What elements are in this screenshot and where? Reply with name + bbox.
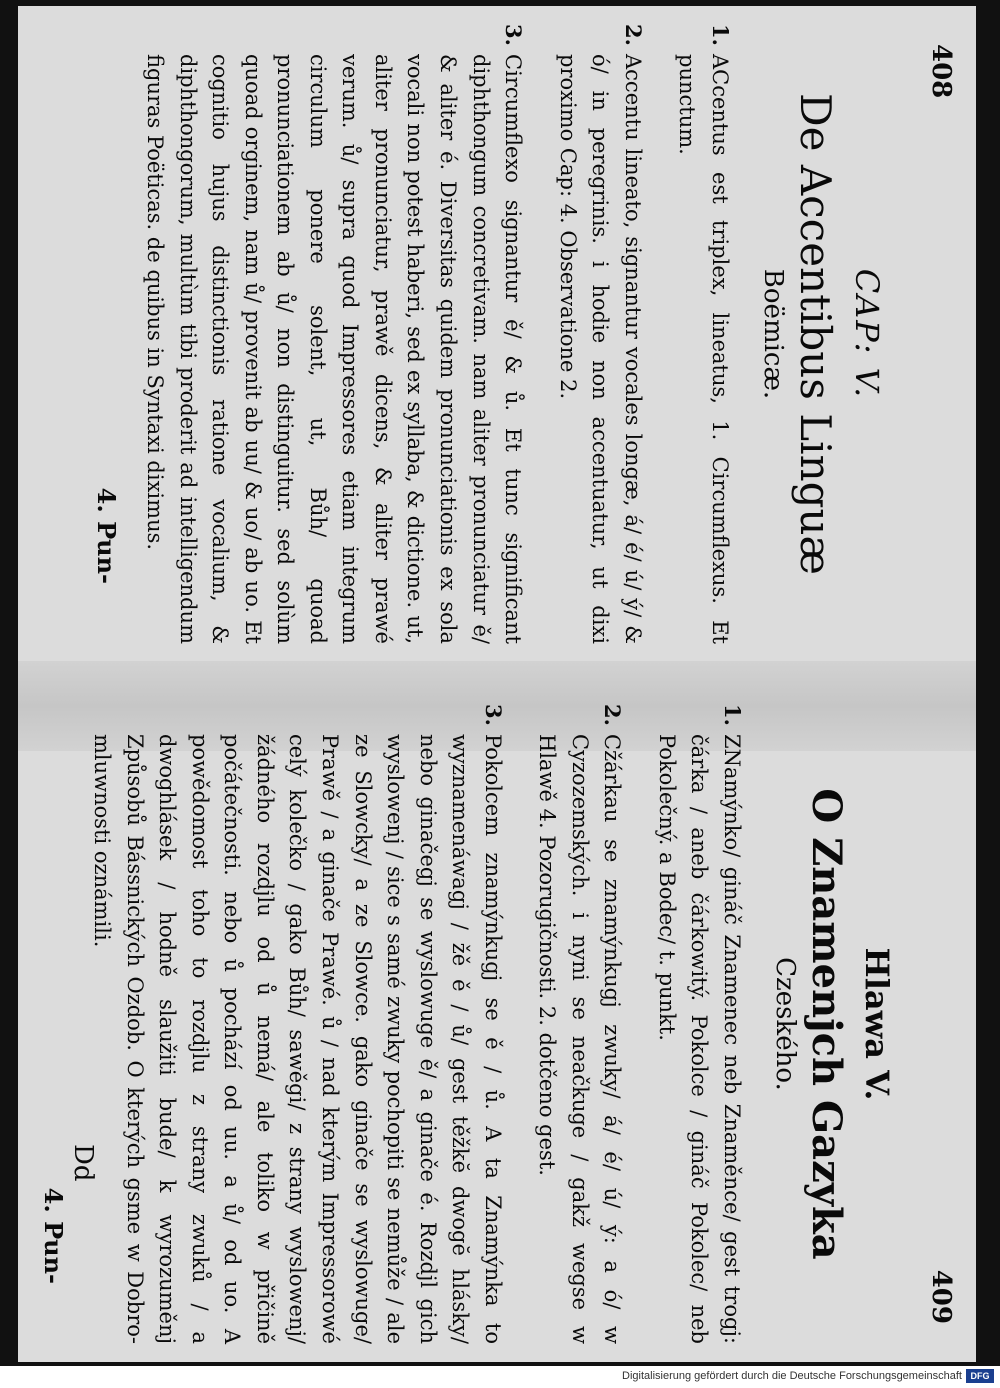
digitization-footer bbox=[0, 1366, 1000, 1388]
dfg-logo: DFG bbox=[966, 1369, 994, 1383]
paragraph-number: 1. bbox=[707, 24, 733, 46]
chapter-subtitle-czech: Czeského. bbox=[770, 957, 800, 1091]
paragraph-number: 1. bbox=[720, 704, 745, 726]
chapter-title-latin: De Accentibus Linguæ bbox=[791, 92, 840, 576]
paragraph-text: Cžárkau se znamýnkugj zwuky/ á/ é/ ú/ ý: a ó/ w Cyzozemských. i nyni se neačkuge / gakž wegse w Hlawě 4. Pozorugičnosti. 2. dotčeno gest. bbox=[535, 734, 625, 1344]
paragraph-latin-3 bbox=[139, 24, 530, 644]
paragraph-latin-1 bbox=[671, 24, 736, 644]
paragraph-czech-3 bbox=[86, 704, 509, 1344]
paragraph-czech-2 bbox=[531, 704, 629, 1344]
catchword-latin: 4. Pun- bbox=[91, 487, 121, 584]
signature-mark: Dd bbox=[68, 1144, 98, 1182]
paragraph-text: Pokolcem znamýnkugj se ě / ů. A ta Znamýnka to wyznamenáwagj / žě ě / ů/ gest těžkĕ dwogĕ hlásky/ nebo ginačegj se wyslowuge ě/ a ginače é. Rozdjl gich wyslowenj / sice s samé zwuky pochopiti se nemůže / ale ze Slowcky/ a ze Slowce. gako ginače se wyslowuge/ Prawě / a ginače Prawé. ů / nad kterým Impressorowé celý kolečko / gako Bůh/ sawěgi/ z strany wyslowenj/ žádného rozdjlu od ů nemá/ ale toliko w přičině počátečnosti. nebo ů pochází od uu. a ů/ od uo. A powědomost toho to rozdjlu z strany zwuků / a dwoghlásek / hodně slaužiti bude/ k wyrozuměnj Způsobů Bássnických Ozdob. O kterých gsme w Dobro-mluwnosti oznámili. bbox=[90, 734, 505, 1344]
paragraph-text: ACcentus est triplex, lineatus, 1. Circumflexus. Et punctum. bbox=[675, 54, 732, 644]
paragraph-czech-1 bbox=[650, 704, 748, 1344]
chapter-subtitle-latin: Boëmicæ. bbox=[757, 268, 788, 400]
paragraph-text: ZNamýnko/ gináč Znamenec neb Znaměnce/ gest trogj: čárka / aneb čárkowitý. Pokolce / gináč Pokolec/ neb Pokolečný. a Bodec/ t. punkt. bbox=[654, 734, 744, 1344]
chapter-heading-czech: Hlawa V. bbox=[858, 947, 896, 1101]
chapter-title-czech: O Znamenjch Gazyka bbox=[803, 788, 850, 1260]
chapter-heading-latin: CAP: V. bbox=[848, 268, 886, 400]
paragraph-text: Circumflexo signantur ě/ & ů. Et tunc significant diphthongum concretivam. nam aliter pronunciatur ě/ & aliter é. Diversitas quidem pronunciationis ex sola vocali non potest haberi, sed ex syllaba, & dictione. ut, aliter pronunciatur, prawě dicens, & aliter prawé verum. ů/ supra quod Impressores etiam integrum circulum ponere solent, ut, Bůh/ quoad pronunciationem ab ů/ non distinguitur. sed solùm quoad orginem, nam ů/ provenit ab uu/ & uo/ ab uo. Et cognitio hujus distinctionis ratione vocalium, & diphthongorum, multùm tibi proderit ad intelligendum figuras Poëticas. de quibus in Syntaxi diximus. bbox=[143, 54, 526, 644]
paragraph-number: 2. bbox=[620, 24, 646, 46]
page-number-latin: 408 bbox=[926, 44, 956, 99]
paragraph-number: 2. bbox=[600, 704, 626, 726]
latin-page bbox=[26, 24, 956, 644]
catchword-czech: 4. Pun- bbox=[38, 1187, 68, 1284]
page-number-czech: 409 bbox=[926, 1269, 956, 1324]
paragraph-latin-2 bbox=[551, 24, 649, 644]
paragraph-text: Accentu lineato, signantur vocales longæ, á/ é/ ú/ ý/ & ó/ in peregrinis. i hodie non accentuatur, ut dixi proximo Cap: 4. Observatione 2. bbox=[555, 54, 645, 644]
czech-page bbox=[26, 704, 956, 1344]
paragraph-number: 3. bbox=[480, 704, 506, 726]
book-spread bbox=[18, 6, 976, 1362]
footer-credit: Digitalisierung gefördert durch die Deutsche Forschungsgemeinschaft bbox=[622, 1370, 962, 1382]
paragraph-number: 3. bbox=[501, 24, 527, 46]
